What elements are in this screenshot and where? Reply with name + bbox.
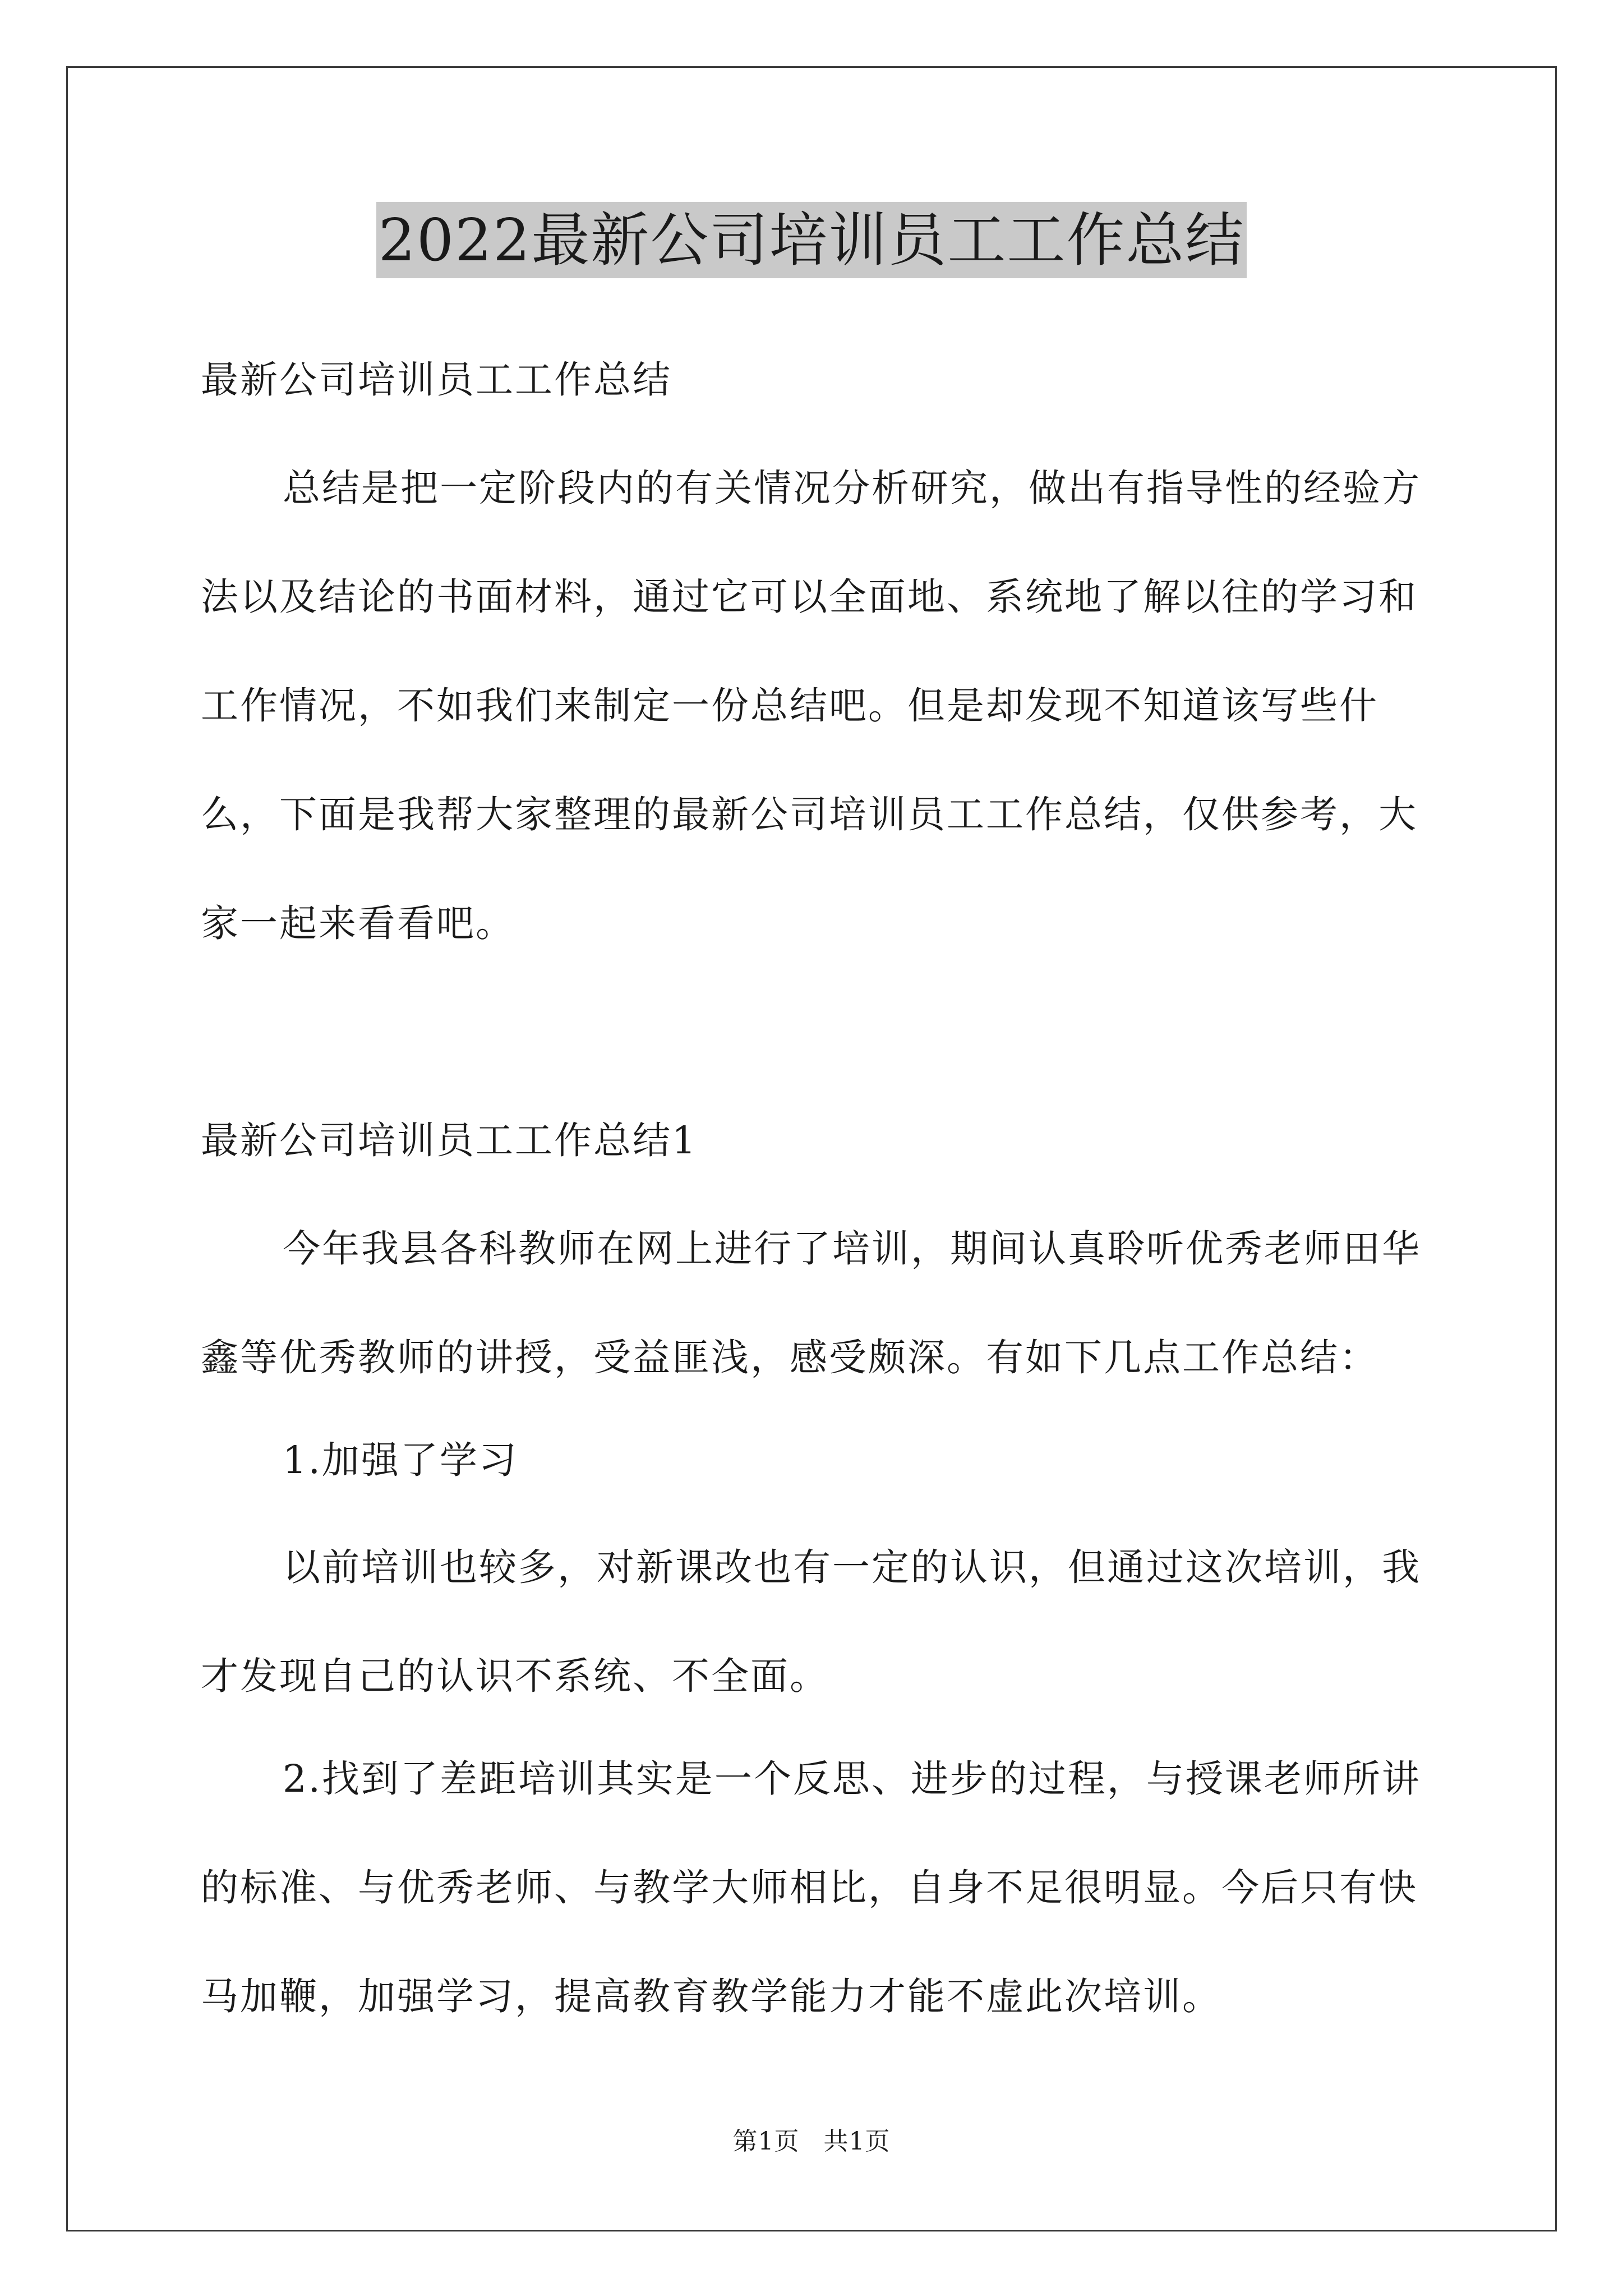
page-footer [0, 2125, 1623, 2159]
page-total: 共1页 [823, 2127, 891, 2156]
intro-paragraph: 总结是把一定阶段内的有关情况分析研究，做出有指导性的经验方法以及结论的书面材料，通过它可以全面地、系统地了解以往的学习和工作情况，不如我们来制定一份总结吧。但是却发现不知道该写些什么，下面是我帮大家整理的最新公司培训员工工作总结，仅供参考，大家一起来看看吧。 [201, 466, 1421, 945]
page-number: 第1页 [732, 2127, 800, 2156]
title-container [0, 202, 1623, 278]
section-title: 最新公司培训员工工作总结1 [201, 1119, 698, 1162]
item-2-paragraph: 2.找到了差距培训其实是一个反思、进步的过程，与授课老师所讲的标准、与优秀老师、与教学大师相比，自身不足很明显。今后只有快马加鞭，加强学习，提高教育教学能力才能不虚此次培训。 [201, 1757, 1421, 2018]
document-title: 2022最新公司培训员工工作总结 [376, 202, 1247, 278]
item-1-heading: 1.加强了学习 [283, 1438, 518, 1482]
section-paragraph: 今年我县各科教师在网上进行了培训，期间认真聆听优秀老师田华鑫等优秀教师的讲授，受益匪浅，感受颇深。有如下几点工作总结： [201, 1227, 1421, 1379]
document-subtitle: 最新公司培训员工工作总结 [201, 358, 672, 402]
item-1-paragraph: 以前培训也较多，对新课改也有一定的认识，但通过这次培训，我才发现自己的认识不系统、不全面。 [201, 1545, 1421, 1698]
